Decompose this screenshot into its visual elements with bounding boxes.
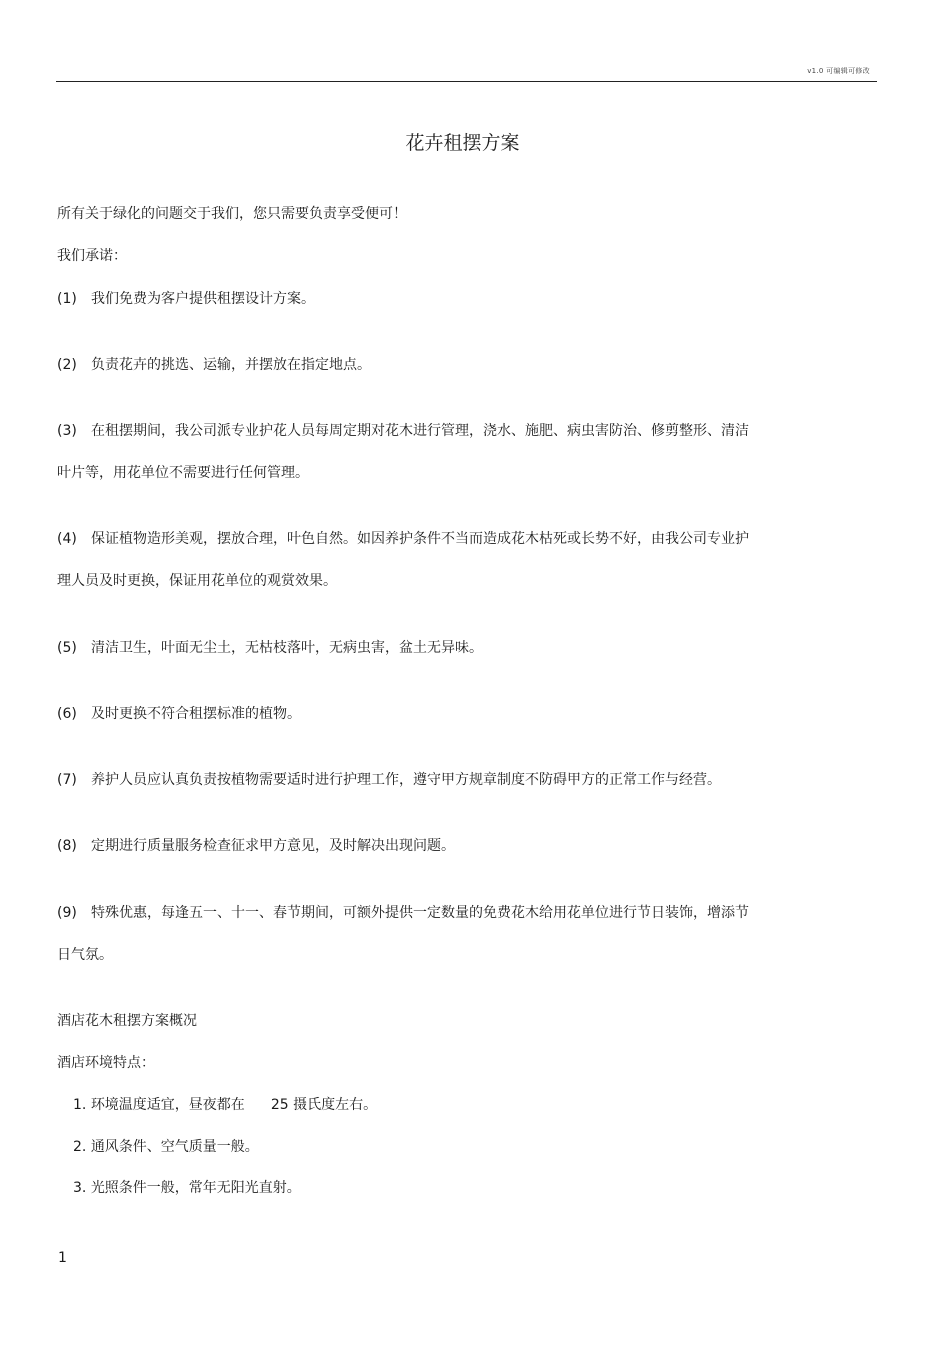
env-item-number: 3. <box>73 1180 87 1196</box>
promise-item-9 <box>57 902 749 922</box>
intro-text: 所有关于绿化的问题交于我们，您只需要负责享受便可！ <box>57 206 407 222</box>
promise-item-5 <box>57 637 483 657</box>
promise-item-2 <box>57 354 371 374</box>
promise-item-6 <box>57 703 301 723</box>
promise-item-4-continued: 理人员及时更换，保证用花单位的观赏效果。 <box>57 573 337 589</box>
header-note: v1.0 可编辑可修改 <box>807 67 870 75</box>
promise-item-8 <box>57 835 455 855</box>
env-item-number: 1. <box>73 1097 87 1113</box>
item-text: 我们免费为客户提供租摆设计方案。 <box>91 291 315 307</box>
promise-item-1 <box>57 288 315 308</box>
item-number: (3) <box>57 423 77 439</box>
hotel-overview-heading: 酒店花木租摆方案概况 <box>57 1013 197 1029</box>
item-number: (7) <box>57 772 77 788</box>
env-item-text: 通风条件、空气质量一般。 <box>90 1139 259 1155</box>
item-number: (8) <box>57 838 77 854</box>
promise-item-3 <box>57 420 749 440</box>
item-number: (4) <box>57 531 77 547</box>
item-text: 养护人员应认真负责按植物需要适时进行护理工作，遵守甲方规章制度不防碍甲方的正常工作与经营。 <box>91 772 721 788</box>
item-text: 清洁卫生，叶面无尘土，无枯枝落叶，无病虫害，盆土无异味。 <box>91 640 483 656</box>
promise-item-3-continued: 叶片等，用花单位不需要进行任何管理。 <box>57 465 309 481</box>
header-rule <box>56 81 877 82</box>
item-text: 负责花卉的挑选、运输，并摆放在指定地点。 <box>91 357 371 373</box>
hotel-env-heading: 酒店环境特点： <box>57 1055 155 1071</box>
env-item-number: 2. <box>73 1139 87 1155</box>
item-number: (6) <box>57 706 77 722</box>
item-number: (1) <box>57 291 77 307</box>
promise-item-7 <box>57 769 721 789</box>
item-text: 特殊优惠，每逢五一、十一、春节期间，可额外提供一定数量的免费花木给用花单位进行节日装饰，增添节 <box>91 905 749 921</box>
item-text: 及时更换不符合租摆标准的植物。 <box>91 706 301 722</box>
env-item-3 <box>73 1177 301 1197</box>
item-number: (9) <box>57 905 77 921</box>
promise-item-4 <box>57 528 749 548</box>
env-item-1 <box>73 1094 377 1114</box>
env-item-text-value: 25 摄氏度左右。 <box>270 1097 378 1113</box>
item-number: (5) <box>57 640 77 656</box>
promise-item-9-continued: 日气氛。 <box>57 947 113 963</box>
env-item-text: 光照条件一般，常年无阳光直射。 <box>90 1180 301 1196</box>
item-text: 保证植物造形美观，摆放合理，叶色自然。如因养护条件不当而造成花木枯死或长势不好，由我公司专业护 <box>91 531 749 547</box>
item-text: 定期进行质量服务检查征求甲方意见，及时解决出现问题。 <box>91 838 455 854</box>
page-title: 花卉租摆方案 <box>405 132 520 154</box>
env-item-2 <box>73 1136 259 1156</box>
page-number: 1 <box>58 1250 67 1266</box>
item-number: (2) <box>57 357 77 373</box>
promise-heading: 我们承诺： <box>57 248 127 264</box>
env-item-text: 环境温度适宜，昼夜都在 <box>90 1097 245 1113</box>
item-text: 在租摆期间，我公司派专业护花人员每周定期对花木进行管理，浇水、施肥、病虫害防治、修剪整形、清洁 <box>91 423 749 439</box>
